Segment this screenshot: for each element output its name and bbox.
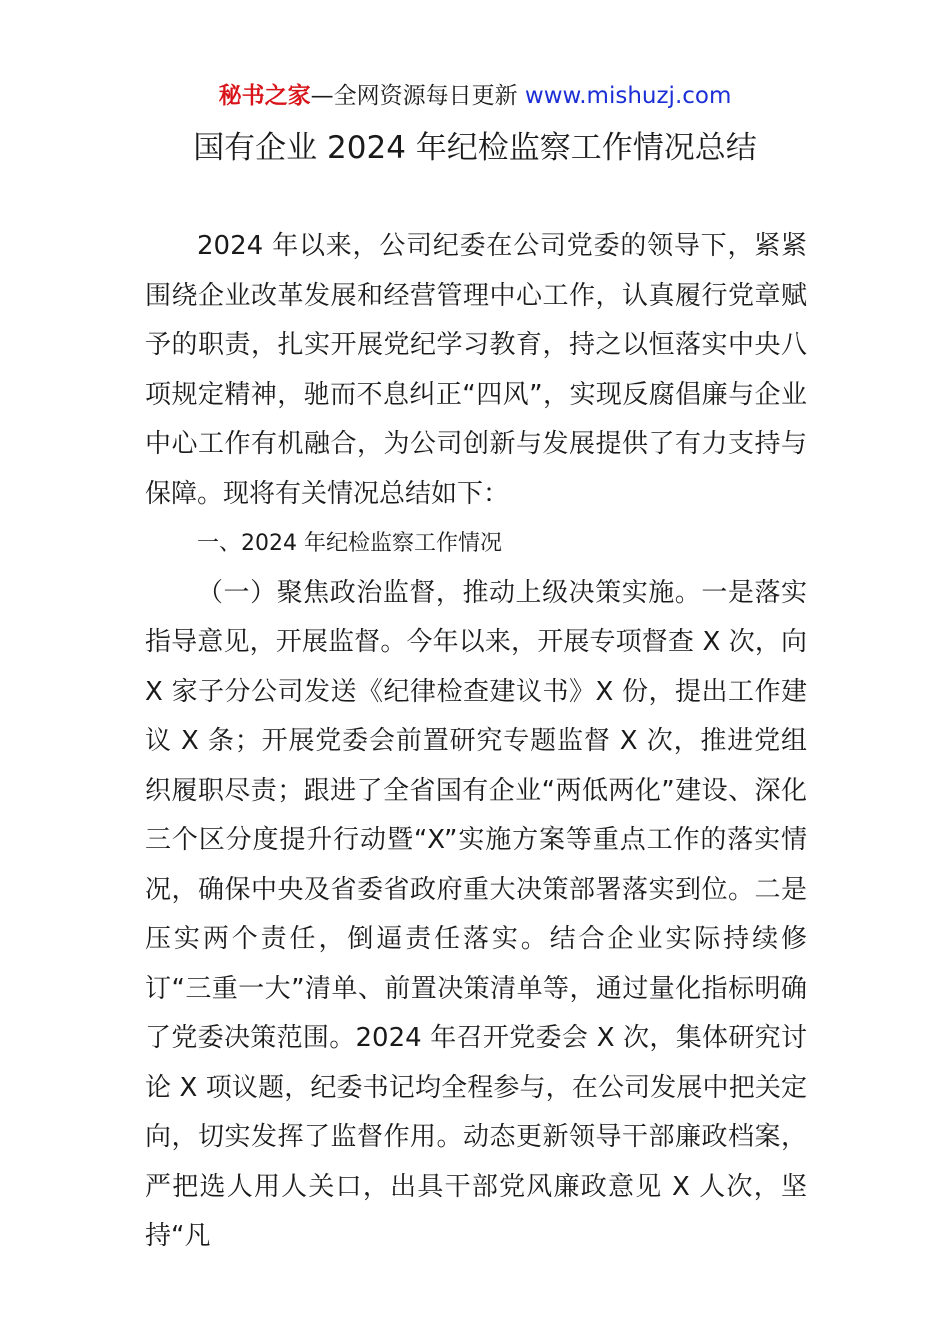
- intro-paragraph: 2024 年以来，公司纪委在公司党委的领导下，紧紧围绕企业改革发展和经营管理中心工作，认真履行党章赋予的职责，扎实开展党纪学习教育，持之以恒落实中央八项规定精神，驰而不息纠正“四风”，实现反腐倡廉与企业中心工作有机融合，为公司创新与发展提供了有力支持与保障。现将有关情况总结如下：: [145, 231, 807, 509]
- banner-url-link[interactable]: www.mishuzj.com: [524, 83, 732, 109]
- site-banner: [0, 80, 950, 112]
- section-heading: 一、2024 年纪检监察工作情况: [197, 531, 502, 556]
- document-body: [145, 222, 807, 1262]
- document-title: 国有企业 2024 年纪检监察工作情况总结: [193, 130, 757, 166]
- section-paragraph: （一）聚焦政治监督，推动上级决策实施。一是落实指导意见，开展监督。今年以来，开展专项督查 X 次，向 X 家子分公司发送《纪律检查建议书》X 份，提出工作建议 X 条；开展党委会前置研究专题监督 X 次，推进党组织履职尽责；跟进了全省国有企业“两低两化”建设、深化三个区分度提升行动暨“X”实施方案等重点工作的落实情况，确保中央及省委省政府重大决策部署落实到位。二是压实两个责任，倒逼责任落实。结合企业实际持续修订“三重一大”清单、前置决策清单等，通过量化指标明确了党委决策范围。2024 年召开党委会 X 次，集体研究讨论 X 项议题，纪委书记均全程参与，在公司发展中把关定向，切实发挥了监督作用。动态更新领导干部廉政档案，严把选人用人关口，出具干部党风廉政意见 X 人次，坚持“凡: [145, 577, 807, 1251]
- banner-tagline: —全网资源每日更新: [310, 83, 525, 109]
- banner-brand: 秘书之家: [218, 83, 311, 109]
